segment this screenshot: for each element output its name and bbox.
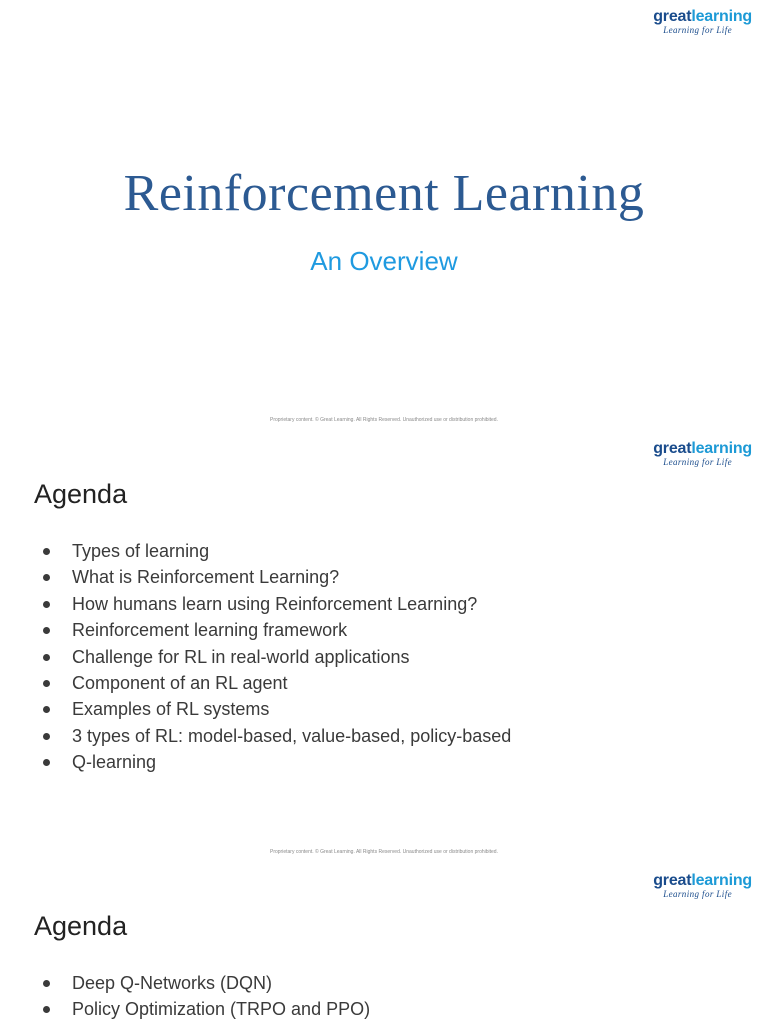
agenda-item-text: Examples of RL systems [72,699,270,720]
agenda-item-text: Challenge for RL in real-world applications [72,646,410,667]
agenda-item [0,696,511,722]
logo-learning-text: learning [691,8,752,25]
title-slide [0,0,768,432]
agenda-item-text: How humans learn using Reinforcement Learning? [72,593,478,614]
agenda-item-text: Q-learning [72,752,157,773]
agenda-item-text: Component of an RL agent [72,672,288,693]
copyright-footer: Proprietary content. © Great Learning. All Rights Reserved. Unauthorized use or distribution prohibited. [270,417,498,423]
bullet-icon [43,733,50,740]
bullet-icon [43,627,50,634]
bullet-icon [43,680,50,687]
agenda-item [0,617,511,643]
agenda-item [0,564,511,590]
agenda-slide [0,432,768,864]
agenda-item-text: What is Reinforcement Learning? [72,567,340,588]
logo-learning-text: learning [691,440,752,457]
bullet-icon [43,601,50,608]
agenda-item [0,670,511,696]
bullet-icon [43,654,50,661]
agenda-heading: Agenda [34,911,128,941]
agenda-slide-2 [0,864,768,1024]
agenda-item [0,996,370,1022]
agenda-item-text: Policy Optimization (TRPO and PPO) [72,999,371,1020]
agenda-item [0,644,511,670]
logo-tagline: Learning for Life [663,25,732,35]
agenda-item-text: Reinforcement learning framework [72,620,348,641]
logo-great-text: great [653,440,692,457]
logo-tagline: Learning for Life [663,889,732,899]
agenda-item-text: 3 types of RL: model-based, value-based, policy-based [72,725,512,746]
agenda-item [0,723,511,749]
bullet-icon [43,759,50,766]
greatlearning-logo [653,441,752,467]
agenda-list [0,538,511,776]
agenda-item [0,591,511,617]
bullet-icon [43,980,50,987]
bullet-icon [43,1006,50,1013]
agenda-heading: Agenda [34,479,128,509]
agenda-list [0,970,370,1023]
agenda-item [0,538,511,564]
greatlearning-logo [653,9,752,35]
agenda-item-text: Deep Q-Networks (DQN) [72,973,273,993]
agenda-item [0,970,370,996]
slide-title: Reinforcement Learning [123,165,645,222]
bullet-icon [43,548,50,555]
agenda-item-text: Types of learning [72,541,210,561]
bullet-icon [43,706,50,713]
agenda-item [0,749,511,775]
slide-subtitle: An Overview [310,246,458,276]
logo-learning-text: learning [691,872,752,889]
greatlearning-logo [653,873,752,899]
copyright-footer: Proprietary content. © Great Learning. All Rights Reserved. Unauthorized use or distribution prohibited. [270,849,498,855]
logo-great-text: great [653,872,692,889]
logo-tagline: Learning for Life [663,457,732,467]
bullet-icon [43,574,50,581]
logo-great-text: great [653,8,692,25]
